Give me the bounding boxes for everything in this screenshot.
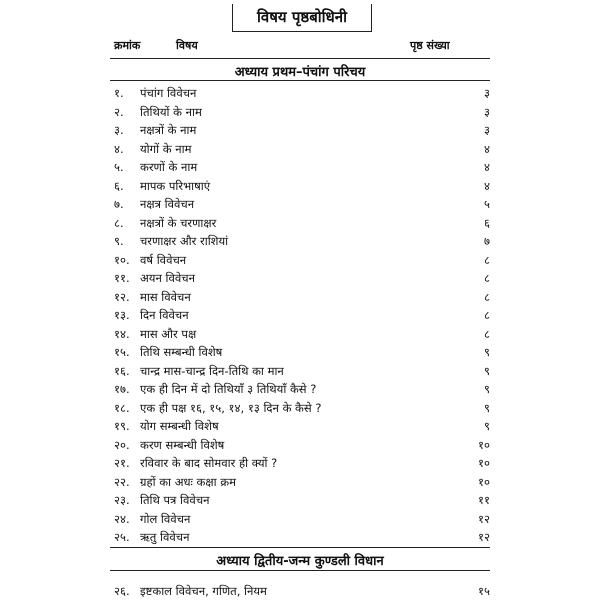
toc-entry [114,473,490,491]
entry-page-number: १० [478,437,490,452]
entry-number: २०. [114,437,130,452]
entry-title: मास विवेचन [140,289,191,304]
toc-entry [114,251,490,269]
toc-entry [114,214,490,232]
entry-title: एक ही दिन में दो तिथियाँ ३ तिथियाँ कैसे ? [140,382,317,396]
entry-title: पंचांग विवेचन [140,86,197,100]
entry-title: नक्षत्र विवेचन [140,197,195,211]
chapter-rule [110,570,490,571]
entry-title: मापक परिभाषाएं [140,178,211,193]
entry-number: १०. [114,252,130,267]
section-rule [110,547,490,548]
entry-title: तिथि सम्बन्धी विशेष [140,345,223,359]
toc-entry [114,510,490,528]
entry-title: ग्रहों का अधः कक्षा क्रम [140,474,236,489]
toc-entry [114,362,490,380]
column-header-page: पृष्ठ संख्या [410,39,450,52]
entry-title: तिथि पत्र विवेचन [140,493,210,507]
entry-page-number: ८ [484,308,490,322]
toc-entry [114,158,490,176]
entry-number: १५. [114,345,130,359]
entry-number: १३. [114,308,130,322]
entry-page-number: १२ [478,530,490,544]
entry-number: २६. [114,584,130,598]
entry-number: २. [114,104,124,119]
entry-number: २२. [114,474,130,489]
entry-number: ४. [114,141,124,156]
toc-entry [114,343,490,361]
entry-title: गोल विवेचन [140,511,191,526]
entry-title: एक ही पक्ष १६, १५, १४, १३ दिन के कैसे ? [140,400,322,415]
column-header-subject: विषय [176,39,198,52]
entry-page-number: ८ [484,326,490,341]
toc-entry [114,269,490,287]
toc-entry [114,399,490,417]
entry-title: ऋतु विवेचन [140,530,190,544]
entry-number: १८. [114,400,130,415]
entry-number: १४. [114,326,130,341]
entry-page-number: १० [478,474,490,489]
top-rule [110,58,490,59]
toc-entry [114,232,490,250]
entry-number: ३. [114,123,124,137]
entry-page-number: ६ [484,215,490,230]
entry-page-number: ९ [484,345,490,359]
entry-page-number: ४ [484,141,490,156]
toc-entry [114,195,490,213]
entry-number: ६. [114,178,124,193]
entry-number: ७. [114,197,124,211]
toc-entry [114,288,490,306]
entry-title: करण सम्बन्धी विशेष [140,437,225,452]
toc-entry [114,491,490,509]
toc-entry [114,528,490,546]
entry-page-number: ३ [484,86,490,100]
entry-page-number: ९ [484,382,490,396]
entry-page-number: ८ [484,289,490,304]
entry-page-number: ८ [484,271,490,285]
column-header-serial: क्रमांक [114,39,141,52]
entry-page-number: ९ [484,400,490,415]
toc-entry [114,582,490,600]
entry-page-number: ४ [484,178,490,193]
entry-title: अयन विवेचन [140,271,195,285]
entry-number: १. [114,86,124,100]
entry-number: २३. [114,493,130,507]
toc-entry [114,121,490,139]
toc-entry [114,177,490,195]
entry-title: करणों के नाम [140,160,198,174]
entry-number: २५. [114,530,130,544]
toc-entry [114,454,490,472]
entry-title: रविवार के बाद सोमवार ही क्यों ? [140,456,278,470]
entry-title: चान्द्र मास-चान्द्र दिन-तिथि का मान [140,363,284,378]
entry-page-number: ९ [484,419,490,433]
toc-entry [114,436,490,454]
entry-number: १९. [114,419,130,433]
entry-number: ५. [114,160,124,174]
entry-page-number: ८ [484,252,490,267]
entry-page-number: ३ [484,104,490,119]
entry-page-number: १५ [478,584,490,598]
page-title: विषय पृष्ठबोधिनी [232,4,372,32]
toc-entry [114,325,490,343]
entry-page-number: १० [478,456,490,470]
toc-entry [114,84,490,102]
toc-entry [114,306,490,324]
entry-page-number: ९ [484,363,490,378]
entry-number: १६. [114,363,130,378]
entry-page-number: ५ [484,197,490,211]
chapter-heading: अध्याय प्रथम–पंचांग परिचय [234,65,366,80]
entry-page-number: १२ [478,511,490,526]
toc-entry [114,140,490,158]
entry-title: योगों के नाम [140,141,192,156]
entry-number: ९. [114,234,124,248]
toc-entry [114,103,490,121]
chapter-rule [110,80,490,81]
entry-page-number: ७ [484,234,490,248]
entry-title: योग सम्बन्धी विशेष [140,419,219,433]
toc-entry [114,380,490,398]
entry-number: २४. [114,511,130,526]
entry-number: ८. [114,215,124,230]
entry-title: दिन विवेचन [140,308,189,322]
entry-title: इष्टकाल विवेचन, गणित, नियम [140,584,267,598]
entry-title: चरणाक्षर और राशियां [140,234,229,248]
chapter-heading: अध्याय द्वितीय-जन्म कुण्डली विधान [216,554,384,569]
entry-title: नक्षत्रों के नाम [140,123,197,137]
entry-number: ११. [114,271,130,285]
entry-title: वर्ष विवेचन [140,252,187,267]
entry-title: तिथियों के नाम [140,104,202,119]
entry-title: मास और पक्ष [140,326,197,341]
toc-entry [114,417,490,435]
entry-page-number: ३ [484,123,490,137]
entry-number: २१. [114,456,130,470]
entry-number: १२. [114,289,130,304]
entry-number: १७. [114,382,130,396]
entry-title: नक्षत्रों के चरणाक्षर [140,215,217,230]
entry-page-number: ४ [484,160,490,174]
entry-page-number: ११ [478,493,490,507]
